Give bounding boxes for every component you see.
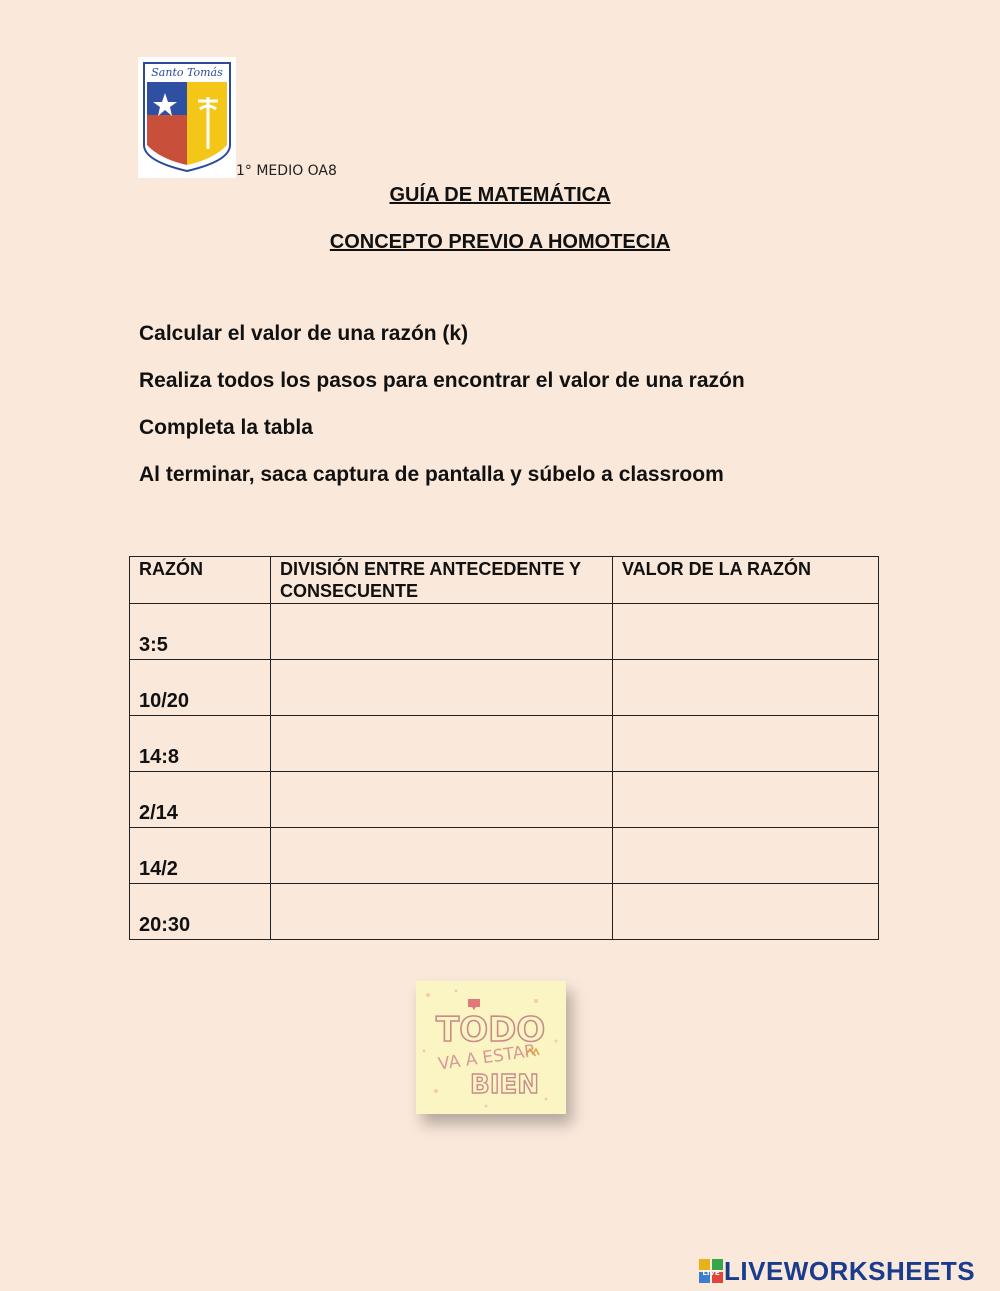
ratio-table xyxy=(129,556,879,940)
ratio-cell: 3:5 xyxy=(130,604,271,660)
value-answer-field[interactable] xyxy=(613,660,878,715)
division-answer-field[interactable] xyxy=(271,660,612,715)
value-answer-field[interactable] xyxy=(613,716,878,771)
page-title: GUÍA DE MATEMÁTICA xyxy=(389,184,611,206)
ratio-cell: 20:30 xyxy=(130,884,271,940)
liveworksheets-brand xyxy=(698,1257,975,1285)
brand-name: LIVEWORKSHEETS xyxy=(724,1255,976,1286)
heart-bubble-icon xyxy=(468,999,480,1010)
value-answer-field[interactable] xyxy=(613,604,878,659)
value-answer-field[interactable] xyxy=(613,884,878,939)
division-answer-field[interactable] xyxy=(271,716,612,771)
instruction-4: Al terminar, saca captura de pantalla y súbelo a classroom xyxy=(139,463,724,486)
table-row xyxy=(130,660,879,716)
value-answer-field[interactable] xyxy=(613,828,878,883)
page-subtitle: CONCEPTO PREVIO A HOMOTECIA xyxy=(329,231,671,253)
sticker-text-va-a-estar: VA A ESTAR xyxy=(436,1041,538,1075)
division-answer-field[interactable] xyxy=(271,884,612,939)
table-row xyxy=(130,716,879,772)
ratio-cell: 10/20 xyxy=(130,660,271,716)
sticker-text-todo: TODO xyxy=(436,1010,546,1050)
column-header-value: VALOR DE LA RAZÓN xyxy=(613,557,879,604)
liveworksheets-logo-icon xyxy=(698,1258,724,1284)
value-answer-field[interactable] xyxy=(613,772,878,827)
ratio-cell: 14:8 xyxy=(130,716,271,772)
sticker-text-bien: BIEN xyxy=(470,1070,540,1100)
motivational-sticker xyxy=(416,981,566,1114)
grade-label: 1° MEDIO OA8 xyxy=(236,163,337,179)
column-header-ratio: RAZÓN xyxy=(130,557,271,604)
division-answer-field[interactable] xyxy=(271,604,612,659)
column-header-division: DIVISIÓN ENTRE ANTECEDENTE Y CONSECUENTE xyxy=(271,557,613,604)
table-row xyxy=(130,884,879,940)
logo-school-name: Santo Tomás xyxy=(151,66,223,79)
ratio-cell: 2/14 xyxy=(130,772,271,828)
division-answer-field[interactable] xyxy=(271,772,612,827)
table-header-row xyxy=(130,557,879,604)
instruction-2: Realiza todos los pasos para encontrar el valor de una razón xyxy=(139,369,745,392)
instruction-1: Calcular el valor de una razón (k) xyxy=(139,322,469,345)
brand-mark-text: LIVE xyxy=(702,1269,720,1277)
table-row xyxy=(130,772,879,828)
school-logo xyxy=(138,57,236,178)
table-row xyxy=(130,828,879,884)
table-row xyxy=(130,604,879,660)
instruction-3: Completa la tabla xyxy=(139,416,313,439)
ratio-cell: 14/2 xyxy=(130,828,271,884)
division-answer-field[interactable] xyxy=(271,828,612,883)
